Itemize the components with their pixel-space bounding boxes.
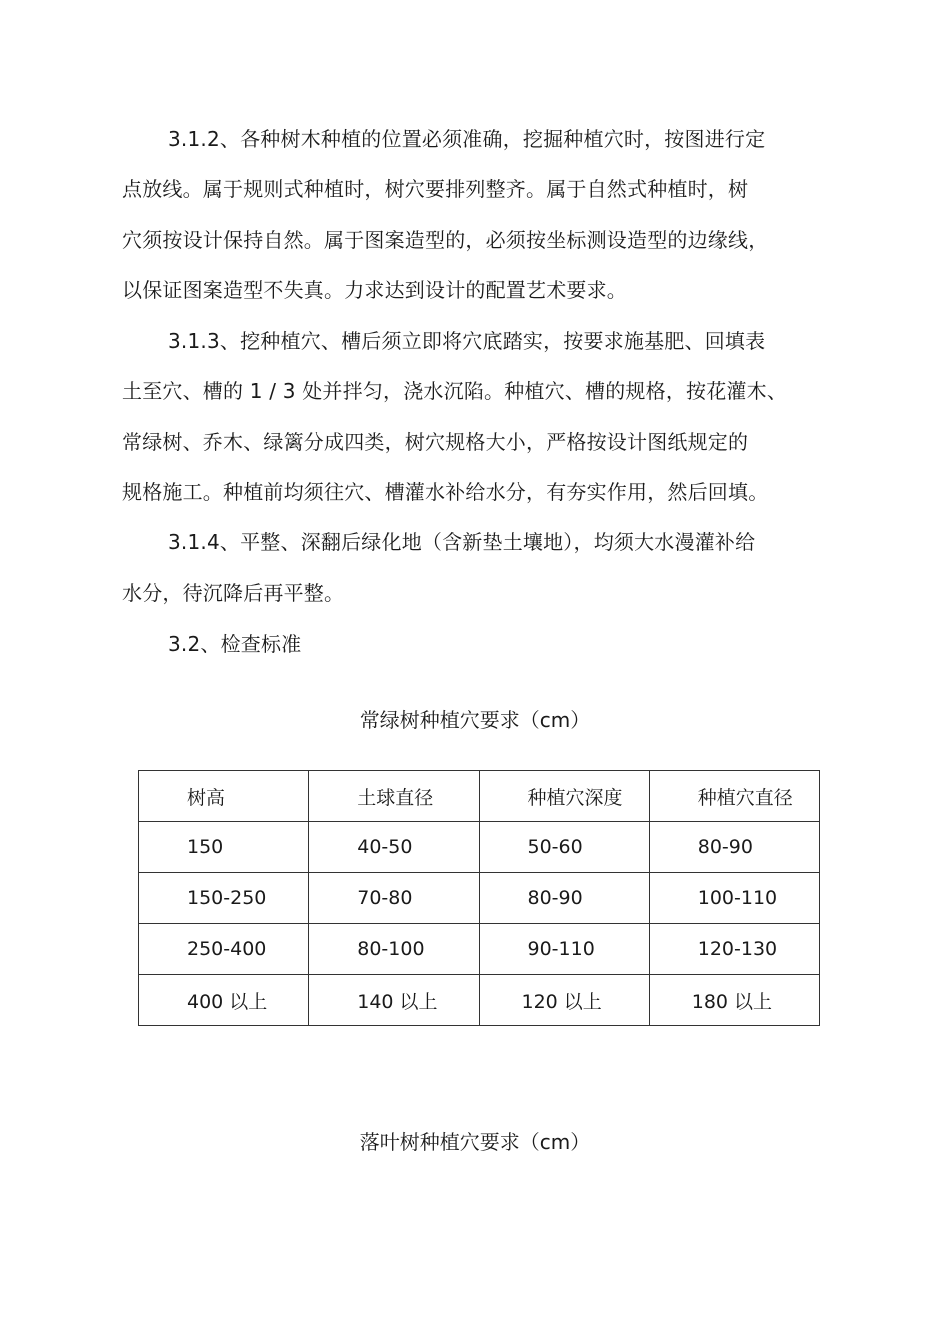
table-cell: 70-80 [309,873,479,924]
header-tree-height: 树高 [139,771,309,822]
table-cell: 150 [139,822,309,873]
section-3-2-heading: 3.2、检查标准 [168,632,302,656]
paragraph-3-1-2-line-1: 3.1.2、各种树木种植的位置必须准确，挖掘种植穴时，按图进行定 [168,127,766,151]
deciduous-table-title: 落叶树种植穴要求（cm） [359,1130,591,1154]
paragraph-3-1-3-line-2: 土至穴、槽的 1 / 3 处并拌匀，浇水沉陷。种植穴、槽的规格，按花灌木、 [122,379,788,403]
table-row [139,873,820,924]
header-hole-diameter: 种植穴直径 [649,771,819,822]
header-hole-depth: 种植穴深度 [479,771,649,822]
evergreen-table-title: 常绿树种植穴要求（cm） [359,708,591,732]
table-cell: 40-50 [309,822,479,873]
table-cell: 100-110 [649,873,819,924]
table-cell: 180 以上 [649,975,819,1026]
table-cell: 50-60 [479,822,649,873]
table-cell: 90-110 [479,924,649,975]
table-cell: 80-90 [649,822,819,873]
paragraph-3-1-2-line-4: 以保证图案造型不失真。力求达到设计的配置艺术要求。 [122,278,627,302]
table-row [139,924,820,975]
paragraph-3-1-3-line-4: 规格施工。种植前均须往穴、槽灌水补给水分，有夯实作用，然后回填。 [122,480,769,504]
paragraph-3-1-3-line-1: 3.1.3、挖种植穴、槽后须立即将穴底踏实，按要求施基肥、回填表 [168,329,766,353]
paragraph-3-1-2-line-2: 点放线。属于规则式种植时，树穴要排列整齐。属于自然式种植时，树 [122,177,749,201]
table-cell: 400 以上 [139,975,309,1026]
table-cell: 250-400 [139,924,309,975]
table-cell: 80-90 [479,873,649,924]
table-row [139,822,820,873]
table-cell: 80-100 [309,924,479,975]
table-header-row [139,771,820,822]
table-cell: 150-250 [139,873,309,924]
evergreen-planting-hole-table [138,770,820,1026]
paragraph-3-1-2-line-3: 穴须按设计保持自然。属于图案造型的，必须按坐标测设造型的边缘线， [122,228,769,252]
table-row [139,975,820,1026]
paragraph-3-1-4-line-2: 水分，待沉降后再平整。 [122,581,345,605]
table-cell: 120-130 [649,924,819,975]
paragraph-3-1-4-line-1: 3.1.4、平整、深翻后绿化地（含新垫土壤地），均须大水漫灌补给 [168,530,756,554]
paragraph-3-1-3-line-3: 常绿树、乔木、绿篱分成四类，树穴规格大小，严格按设计图纸规定的 [122,430,749,454]
header-root-ball-diameter: 土球直径 [309,771,479,822]
table-cell: 120 以上 [479,975,649,1026]
table-cell: 140 以上 [309,975,479,1026]
